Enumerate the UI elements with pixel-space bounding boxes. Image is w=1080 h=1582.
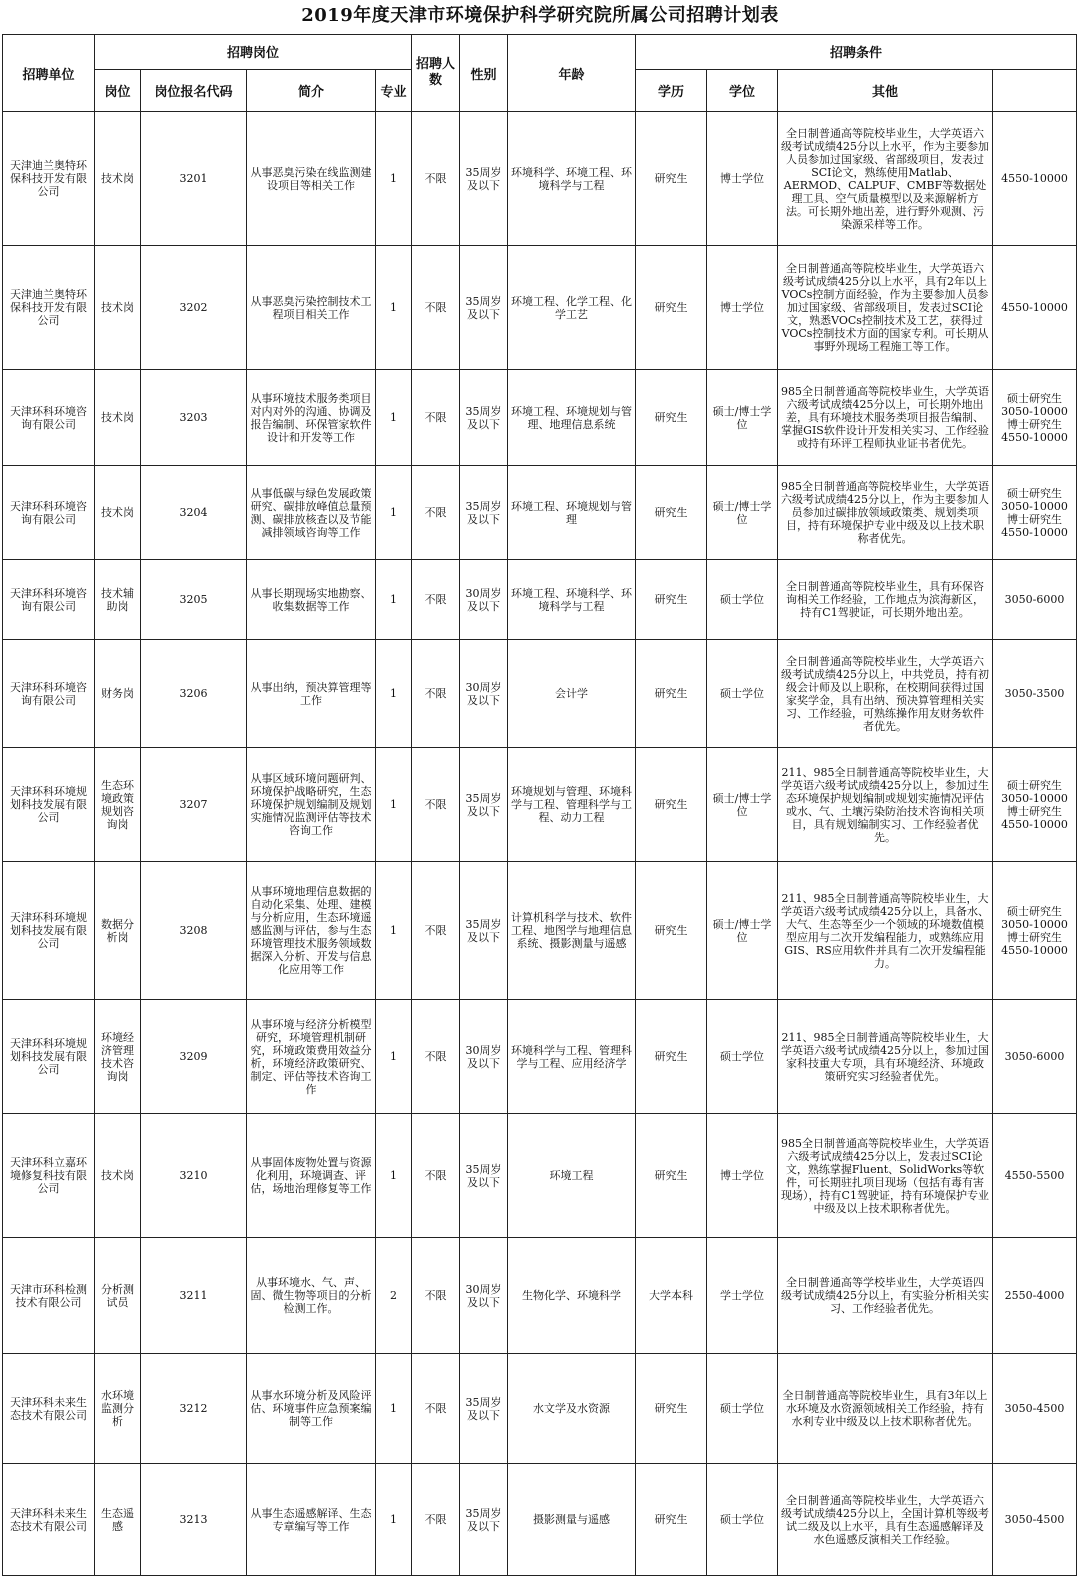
cell-intro: 从事出纳，预决算管理等工作 [247,640,376,748]
cell-code: 3205 [141,560,247,640]
header-code: 岗位报名代码 [141,69,247,111]
cell-other: 985全日制普通高等院校毕业生，大学英语六级考试成绩425分以上，发表过SCI论文，熟练掌握Fluent、SolidWorks等软件，可长期驻扎项目现场（包括有毒有害现场），持有C1驾驶证，持有环境保护专业中级及以上技术职称者优先。 [778,1114,993,1238]
cell-intro: 从事固体废物处置与资源化利用，环境调查、评估，场地治理修复等工作 [247,1114,376,1238]
cell-education: 大学本科 [636,1238,707,1354]
cell-position: 技术岗 [95,370,141,466]
salary-line: 硕士研究生 [1007,391,1063,405]
cell-intro: 从事环境地理信息数据的自动化采集、处理、建模与分析应用，生态环境遥感监测与评估，参与生态环境管理技术服务领域数据深入分析、开发与信息化应用等工作 [247,862,376,1000]
cell-education: 研究生 [636,1464,707,1576]
cell-code: 3207 [141,748,247,862]
cell-code: 3209 [141,1000,247,1114]
salary-line: 4550-10000 [1001,817,1068,831]
cell-salary [993,640,1077,748]
cell-salary [993,112,1077,246]
cell-education: 研究生 [636,370,707,466]
cell-education: 研究生 [636,640,707,748]
header-intro: 简介 [247,69,376,111]
cell-count: 1 [376,246,412,370]
cell-count: 1 [376,748,412,862]
table-row [3,112,1077,246]
cell-degree: 博士学位 [707,1114,778,1238]
cell-major: 水文学及水资源 [508,1354,636,1464]
cell-count: 1 [376,640,412,748]
salary-line: 3050-6000 [1004,593,1065,606]
cell-intro: 从事恶臭污染在线监测建设项目等相关工作 [247,112,376,246]
cell-age: 35周岁及以下 [460,112,508,246]
salary-line: 3050-10000 [1001,499,1068,513]
table-row [3,640,1077,748]
cell-gender: 不限 [412,560,460,640]
cell-intro: 从事环境与经济分析模型研究，环境管理机制研究，环境政策费用效益分析，环境经济政策研究、制定、评估等技术咨询工作 [247,1000,376,1114]
cell-education: 研究生 [636,862,707,1000]
cell-position: 数据分析岗 [95,862,141,1000]
salary-line: 硕士研究生 [1007,778,1063,792]
cell-code: 3212 [141,1354,247,1464]
cell-unit: 天津环科环境咨询有限公司 [3,560,95,640]
cell-salary [993,246,1077,370]
cell-education: 研究生 [636,1354,707,1464]
cell-intro: 从事低碳与绿色发展政策研究、碳排放峰值总量预测、碳排放核查以及节能减排领域咨询等工作 [247,466,376,560]
cell-major: 环境工程 [508,1114,636,1238]
cell-gender: 不限 [412,1114,460,1238]
cell-education: 研究生 [636,112,707,246]
cell-unit: 天津环科环境规划科技发展有限公司 [3,1000,95,1114]
cell-position: 水环境监测分析 [95,1354,141,1464]
cell-other: 全日制普通高等院校毕业生，大学英语六级考试成绩425分以上，中共党员，持有初级会计师及以上职称，在校期间获得过国家奖学金，具有出纳、预决算管理相关实习、工作经验，可熟练操作用友财务软件者优先。 [778,640,993,748]
cell-count: 1 [376,370,412,466]
cell-major: 环境规划与管理、环境科学与工程、管理科学与工程、动力工程 [508,748,636,862]
cell-age: 35周岁及以下 [460,466,508,560]
cell-position: 分析测试员 [95,1238,141,1354]
recruitment-table [2,34,1077,1576]
cell-intro: 从事区域环境问题研判、环境保护战略研究，生态环境保护规划编制及规划实施情况监测评估等技术咨询工作 [247,748,376,862]
cell-count: 1 [376,1354,412,1464]
table-row [3,1354,1077,1464]
table-row [3,246,1077,370]
cell-position: 技术岗 [95,246,141,370]
cell-gender: 不限 [412,370,460,466]
cell-other: 全日制普通高等院校毕业生，具有3年以上水环境及水资源领域相关工作经验，持有水利专业中级及以上技术职称者优先。 [778,1354,993,1464]
header-gender: 性别 [460,35,508,112]
salary-line: 3050-10000 [1001,791,1068,805]
cell-gender: 不限 [412,112,460,246]
cell-degree: 博士学位 [707,246,778,370]
cell-other: 211、985全日制普通高等院校毕业生，大学英语六级考试成绩425分以上，具备水、大气、生态等至少一个领域的环境数值模型应用与二次开发编程能力，或熟练应用GIS、RS应用软件并具有二次开发编程能力。 [778,862,993,1000]
cell-education: 研究生 [636,1114,707,1238]
cell-position: 技术岗 [95,1114,141,1238]
cell-salary [993,862,1077,1000]
salary-line: 4550-10000 [1001,301,1068,314]
header-degree: 学位 [707,69,778,111]
cell-age: 35周岁及以下 [460,1354,508,1464]
cell-salary [993,1354,1077,1464]
cell-major: 计算机科学与技术、软件工程、地图学与地理信息系统、摄影测量与遥感 [508,862,636,1000]
cell-code: 3204 [141,466,247,560]
cell-other: 全日制普通高等院校毕业生，大学英语六级考试成绩425分以上水平，作为主要参加人员参加过国家级、省部级项目，发表过SCI论文，熟练使用Matlab、AERMOD、CALPUF、CMBF等数据处理工具、空气质量模型以及来源解析方法。可长期外地出差，进行野外观测、污染源采样等工作。 [778,112,993,246]
cell-unit: 天津环科环境咨询有限公司 [3,466,95,560]
cell-degree: 硕士学位 [707,560,778,640]
salary-line: 4550-10000 [1001,943,1068,957]
table-body [3,112,1077,1576]
cell-other: 211、985全日制普通高等院校毕业生，大学英语六级考试成绩425分以上，参加过国家科技重大专项，具有环境经济、环境政策研究实习经验者优先。 [778,1000,993,1114]
cell-age: 30周岁及以下 [460,640,508,748]
salary-line: 4550-5500 [1004,1169,1065,1182]
salary-line: 博士研究生 [1007,804,1063,818]
cell-position: 技术岗 [95,466,141,560]
cell-unit: 天津迪兰奥特环保科技开发有限公司 [3,112,95,246]
cell-age: 35周岁及以下 [460,370,508,466]
table-row [3,1464,1077,1576]
cell-gender: 不限 [412,246,460,370]
cell-count: 1 [376,1000,412,1114]
salary-line: 4550-10000 [1001,525,1068,539]
cell-gender: 不限 [412,1000,460,1114]
cell-salary [993,560,1077,640]
cell-education: 研究生 [636,560,707,640]
table-row [3,748,1077,862]
cell-code: 3202 [141,246,247,370]
cell-count: 2 [376,1238,412,1354]
cell-degree: 硕士学位 [707,640,778,748]
cell-education: 研究生 [636,246,707,370]
cell-code: 3211 [141,1238,247,1354]
header-count: 招聘人数 [412,35,460,112]
cell-code: 3203 [141,370,247,466]
cell-gender: 不限 [412,1464,460,1576]
cell-count: 1 [376,466,412,560]
cell-other: 全日制普通高等院校毕业生，具有环保咨询相关工作经验，工作地点为滨海新区，持有C1驾驶证，可长期外地出差。 [778,560,993,640]
header-position-group: 招聘岗位 [95,35,412,70]
cell-salary [993,1114,1077,1238]
cell-position: 财务岗 [95,640,141,748]
salary-line: 4550-10000 [1001,430,1068,444]
cell-unit: 天津迪兰奥特环保科技开发有限公司 [3,246,95,370]
cell-code: 3201 [141,112,247,246]
cell-major: 环境科学、环境工程、环境科学与工程 [508,112,636,246]
header-other: 其他 [778,69,993,111]
cell-unit: 天津环科环境咨询有限公司 [3,640,95,748]
cell-degree: 硕士/博士学位 [707,370,778,466]
cell-education: 研究生 [636,748,707,862]
salary-line: 硕士研究生 [1007,904,1063,918]
cell-unit: 天津环科未来生态技术有限公司 [3,1464,95,1576]
salary-line: 2550-4000 [1004,1289,1065,1302]
cell-position: 环境经济管理技术咨询岗 [95,1000,141,1114]
table-row [3,1114,1077,1238]
cell-major: 环境科学与工程、管理科学与工程、应用经济学 [508,1000,636,1114]
cell-count: 1 [376,1464,412,1576]
cell-age: 35周岁及以下 [460,1464,508,1576]
cell-other: 211、985全日制普通高等院校毕业生，大学英语六级考试成绩425分以上，参加过生态环境保护规划编制或规划实施情况评估或水、气、土壤污染防治技术咨询相关项目，具有规划编制实习、工作经验者优先。 [778,748,993,862]
cell-code: 3208 [141,862,247,1000]
cell-degree: 硕士学位 [707,1464,778,1576]
cell-salary [993,466,1077,560]
cell-gender: 不限 [412,1354,460,1464]
header-position: 岗位 [95,69,141,111]
cell-position: 技术岗 [95,112,141,246]
cell-major: 环境工程、环境科学、环境科学与工程 [508,560,636,640]
cell-count: 1 [376,560,412,640]
cell-other: 985全日制普通高等院校毕业生，大学英语六级考试成绩425分以上，作为主要参加人员参加过碳排放领域政策类、规划类项目，持有环境保护专业中级及以上技术职称者优先。 [778,466,993,560]
cell-code: 3210 [141,1114,247,1238]
cell-other: 全日制普通高等学校毕业生，大学英语四级考试成绩425分以上，有实验分析相关实习、工作经验者优先。 [778,1238,993,1354]
cell-age: 35周岁及以下 [460,862,508,1000]
salary-line: 博士研究生 [1007,417,1063,431]
cell-intro: 从事恶臭污染控制技术工程项目相关工作 [247,246,376,370]
cell-gender: 不限 [412,748,460,862]
salary-line: 3050-3500 [1004,687,1065,700]
header-education: 学历 [636,69,707,111]
cell-unit: 天津环科环境咨询有限公司 [3,370,95,466]
table-row [3,1238,1077,1354]
cell-other: 全日制普通高等院校毕业生，大学英语六级考试成绩425分以上水平，具有2年以上VOCs控制方面经验，作为主要参加人员参加过国家级、省部级项目，发表过SCI论文，熟悉VOCs控制技术及工艺，获得过VOCs控制技术方面的国家专利。可长期从事野外现场工程施工等工作。 [778,246,993,370]
cell-gender: 不限 [412,466,460,560]
cell-major: 会计学 [508,640,636,748]
salary-line: 3050-4500 [1004,1402,1065,1415]
cell-major: 环境工程、环境规划与管理、地理信息系统 [508,370,636,466]
cell-unit: 天津环科环境规划科技发展有限公司 [3,748,95,862]
cell-major: 摄影测量与遥感 [508,1464,636,1576]
cell-code: 3206 [141,640,247,748]
cell-other: 全日制普通高等院校毕业生，大学英语六级考试成绩425分以上，全国计算机等级考试二级及以上水平，具有生态遥感解译及水色遥感反演相关工作经验。 [778,1464,993,1576]
table-row [3,862,1077,1000]
cell-salary [993,1238,1077,1354]
cell-gender: 不限 [412,1238,460,1354]
cell-salary [993,1464,1077,1576]
cell-gender: 不限 [412,862,460,1000]
cell-intro: 从事环境技术服务类项目对内对外的沟通、协调及报告编制、环保管家软件设计和开发等工作 [247,370,376,466]
cell-position: 技术辅助岗 [95,560,141,640]
cell-unit: 天津环科未来生态技术有限公司 [3,1354,95,1464]
cell-unit: 天津市环科检测技术有限公司 [3,1238,95,1354]
salary-line: 3050-10000 [1001,917,1068,931]
cell-count: 1 [376,1114,412,1238]
cell-age: 35周岁及以下 [460,246,508,370]
cell-age: 35周岁及以下 [460,748,508,862]
cell-intro: 从事水环境分析及风险评估、环境事件应急预案编制等工作 [247,1354,376,1464]
cell-salary [993,370,1077,466]
cell-salary [993,1000,1077,1114]
table-header [3,35,1077,112]
salary-line: 3050-10000 [1001,404,1068,418]
cell-code: 3213 [141,1464,247,1576]
cell-position: 生态环境政策规划咨询岗 [95,748,141,862]
cell-intro: 从事生态遥感解译、生态专章编写等工作 [247,1464,376,1576]
cell-age: 30周岁及以下 [460,560,508,640]
cell-education: 研究生 [636,1000,707,1114]
document-title: 2019年度天津市环境保护科学研究院所属公司招聘计划表 [301,5,779,26]
header-major: 专业 [376,69,412,111]
cell-count: 1 [376,112,412,246]
cell-intro: 从事环境水、气、声、固、微生物等项目的分析检测工作。 [247,1238,376,1354]
salary-line: 4550-10000 [1001,172,1068,185]
cell-other: 985全日制普通高等院校毕业生，大学英语六级考试成绩425分以上，可长期外地出差，具有环境技术服务类项目报告编制、掌握GIS软件设计开发相关实习、工作经验或持有环评工程师执业证书者优先。 [778,370,993,466]
cell-degree: 硕士/博士学位 [707,862,778,1000]
cell-gender: 不限 [412,640,460,748]
header-conditions-group: 招聘条件 [636,35,1077,70]
table-row [3,370,1077,466]
cell-unit: 天津环科立嘉环境修复科技有限公司 [3,1114,95,1238]
cell-age: 30周岁及以下 [460,1238,508,1354]
cell-major: 环境工程、环境规划与管理 [508,466,636,560]
table-row [3,560,1077,640]
cell-degree: 硕士学位 [707,1354,778,1464]
cell-degree: 硕士/博士学位 [707,466,778,560]
salary-line: 3050-6000 [1004,1050,1065,1063]
cell-count: 1 [376,862,412,1000]
cell-age: 30周岁及以下 [460,1000,508,1114]
cell-degree: 学士学位 [707,1238,778,1354]
table-row [3,466,1077,560]
table-row [3,1000,1077,1114]
cell-degree: 硕士学位 [707,1000,778,1114]
header-unit: 招聘单位 [3,35,95,112]
cell-unit: 天津环科环境规划科技发展有限公司 [3,862,95,1000]
salary-line: 博士研究生 [1007,512,1063,526]
cell-major: 生物化学、环境科学 [508,1238,636,1354]
salary-line: 3050-4500 [1004,1513,1065,1526]
header-age: 年龄 [508,35,636,112]
cell-age: 35周岁及以下 [460,1114,508,1238]
cell-degree: 博士学位 [707,112,778,246]
cell-major: 环境工程、化学工程、化学工艺 [508,246,636,370]
salary-line: 硕士研究生 [1007,486,1063,500]
cell-salary [993,748,1077,862]
cell-education: 研究生 [636,466,707,560]
cell-intro: 从事长期现场实地勘察、收集数据等工作 [247,560,376,640]
cell-degree: 硕士/博士学位 [707,748,778,862]
cell-position: 生态遥感 [95,1464,141,1576]
salary-line: 博士研究生 [1007,930,1063,944]
